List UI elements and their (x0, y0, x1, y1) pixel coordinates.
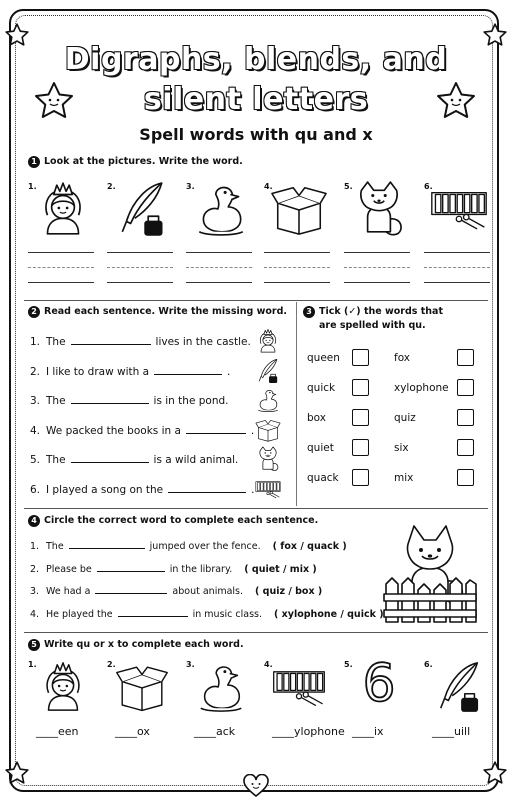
word-completion (194, 725, 235, 738)
sentence-end: . (251, 483, 255, 496)
sentence-row (30, 423, 254, 437)
sentence-row (30, 364, 230, 378)
section5-instruction: Write qu or x to complete each word. (44, 639, 244, 650)
tick-word: six (394, 442, 409, 454)
tick-box[interactable] (457, 379, 474, 396)
star-icon (482, 760, 508, 786)
answer-guide-line (424, 267, 490, 268)
section-number: 2 (28, 306, 40, 318)
answer-line[interactable] (264, 252, 330, 253)
sentence-number: 3. (30, 395, 41, 407)
answer-line (28, 282, 94, 283)
sentence-end: in the library. (169, 563, 233, 575)
fill-in-blank[interactable] (71, 452, 149, 463)
quill-icon (113, 180, 171, 238)
queen-icon (255, 328, 281, 354)
fill-in-blank[interactable] (71, 393, 149, 404)
word-choices[interactable]: ( quiz / box ) (255, 586, 323, 597)
fill-in-blank[interactable]: ____ (272, 725, 294, 738)
picture-number: 6. (424, 182, 433, 191)
answer-guide-line (264, 267, 330, 268)
section-divider (24, 632, 488, 633)
answer-guide-line (28, 267, 94, 268)
queen-icon (34, 180, 92, 238)
sentence-start: I played a song on the (46, 483, 164, 496)
section3-instruction-line2: are spelled with qu. (319, 320, 426, 331)
tick-box[interactable] (352, 439, 369, 456)
sentence-end: lives in the castle. (155, 336, 251, 348)
section2-heading (28, 306, 287, 318)
word-choices[interactable]: ( xylophone / quick ) (274, 608, 384, 620)
sentence-start: The (46, 395, 66, 407)
sentence-number: 5. (30, 454, 41, 466)
tick-word: queen (307, 352, 340, 364)
sentence-start: The (46, 454, 66, 466)
tick-box[interactable] (352, 409, 369, 426)
sentence-end: in music class. (192, 608, 262, 620)
picture-number: 2. (107, 660, 116, 669)
sentence-row (30, 482, 254, 496)
picture-number: 5. (344, 182, 353, 191)
fill-in-blank[interactable] (97, 562, 165, 572)
word-choices[interactable]: ( quiet / mix ) (244, 563, 317, 575)
word-ending: een (58, 725, 79, 738)
duck-icon (194, 660, 248, 714)
tick-word: quack (307, 472, 339, 484)
fill-in-blank[interactable]: ____ (194, 725, 216, 738)
sentence-end: is in the pond. (153, 395, 229, 407)
column-divider (296, 302, 297, 506)
fill-in-blank[interactable] (154, 364, 222, 375)
page-title-line2: silent letters (143, 82, 369, 117)
picture-number: 4. (264, 660, 273, 669)
answer-guide-line (186, 267, 252, 268)
sentence-number: 3. (30, 586, 40, 597)
fox-icon (255, 446, 281, 472)
sentence-row (30, 334, 251, 348)
xylophone-icon (272, 660, 326, 714)
word-ending: uill (454, 725, 471, 738)
sentence-start: He played the (46, 608, 113, 620)
sentence-end: jumped over the fence. (149, 541, 261, 552)
section3-heading (303, 306, 443, 331)
sentence-row (30, 452, 238, 466)
fill-in-blank[interactable]: ____ (432, 725, 454, 738)
tick-word: mix (394, 472, 414, 484)
section-number: 3 (303, 306, 315, 318)
box-icon (270, 180, 328, 238)
tick-word: box (307, 412, 326, 424)
word-completion (272, 725, 345, 738)
tick-box[interactable] (457, 439, 474, 456)
answer-line[interactable] (28, 252, 94, 253)
star-icon (4, 760, 30, 786)
tick-word: fox (394, 352, 411, 364)
fox-icon (350, 180, 408, 238)
section2-instruction: Read each sentence. Write the missing word. (44, 306, 288, 317)
sentence-number: 6. (30, 483, 41, 496)
fill-in-blank[interactable] (168, 482, 246, 493)
duck-icon (255, 387, 281, 413)
sentence-number: 2. (30, 365, 41, 378)
answer-line[interactable] (186, 252, 252, 253)
answer-line (424, 282, 490, 283)
word-completion (36, 725, 79, 738)
fill-in-blank[interactable] (69, 539, 145, 549)
sentence-number: 2. (30, 563, 40, 575)
section4-instruction: Circle the correct word to complete each sentence. (44, 515, 319, 526)
answer-line (344, 282, 410, 283)
page-title-line1: Digraphs, blends, and (64, 42, 448, 77)
picture-number: 6. (424, 660, 433, 669)
word-ending: ix (374, 725, 384, 738)
fill-in-blank[interactable] (186, 423, 246, 434)
sentence-number: 1. (30, 336, 41, 348)
picture-number: 1. (28, 660, 37, 669)
sentence-start: We packed the books in a (46, 424, 181, 437)
sentence-row (30, 393, 228, 407)
xylophone-icon (255, 476, 281, 502)
section1-instruction: Look at the pictures. Write the word. (44, 156, 243, 167)
tick-box[interactable] (457, 469, 474, 486)
sentence-row (30, 584, 322, 597)
section-number: 5 (28, 639, 40, 651)
word-ending: ack (216, 725, 236, 738)
tick-word: quick (307, 382, 336, 394)
section3-instruction-line1: Tick (✓) the words that (319, 306, 444, 317)
picture-number: 2. (107, 182, 116, 191)
picture-number: 4. (264, 182, 273, 191)
answer-line (107, 282, 173, 283)
fill-in-blank[interactable] (71, 334, 151, 345)
sentence-start: Please be (46, 563, 92, 575)
sentence-start: We had a (46, 586, 91, 597)
tick-word: quiet (307, 442, 334, 454)
tick-box[interactable] (457, 349, 474, 366)
sentence-start: I like to draw with a (46, 365, 150, 378)
section5-heading (28, 639, 244, 651)
quill-icon (255, 358, 281, 384)
box-icon (115, 660, 169, 714)
fill-in-blank[interactable]: ____ (352, 725, 374, 738)
answer-line[interactable] (107, 252, 173, 253)
sentence-start: The (46, 336, 66, 348)
page-subtitle: Spell words with qu and x (139, 125, 373, 144)
section-number: 1 (28, 156, 40, 168)
box-icon (255, 417, 281, 443)
tick-box[interactable] (352, 349, 369, 366)
picture-number: 3. (186, 182, 195, 191)
fill-in-blank[interactable]: ____ (36, 725, 58, 738)
xylophone-icon (430, 180, 488, 238)
word-completion (432, 725, 470, 738)
word-ending: ylophone (294, 725, 345, 738)
sentence-end: . (250, 424, 255, 437)
answer-line (186, 282, 252, 283)
tick-box[interactable] (352, 469, 369, 486)
sentence-end: is a wild animal. (153, 454, 239, 466)
section-number: 4 (28, 515, 40, 527)
picture-number: 3. (186, 660, 195, 669)
word-completion (115, 725, 150, 738)
word-ending: ox (137, 725, 150, 738)
tick-word: xylophone (394, 382, 449, 394)
six-icon: 6 (362, 654, 396, 714)
answer-line[interactable] (424, 252, 490, 253)
sentence-row (30, 607, 384, 620)
tick-box[interactable] (457, 409, 474, 426)
answer-line[interactable] (344, 252, 410, 253)
smiling-heart-icon (243, 774, 269, 798)
quill-icon (432, 660, 486, 714)
section4-heading (28, 515, 318, 527)
sentence-end: . (227, 365, 231, 378)
picture-number: 1. (28, 182, 37, 191)
word-choices[interactable]: ( fox / quack ) (272, 541, 347, 552)
sentence-number: 1. (30, 541, 40, 552)
sentence-start: The (46, 541, 64, 552)
sentence-row (30, 539, 347, 552)
answer-guide-line (107, 267, 173, 268)
section1-heading (28, 156, 243, 168)
tick-box[interactable] (352, 379, 369, 396)
answer-line (264, 282, 330, 283)
section-divider (24, 300, 488, 301)
tick-word: quiz (394, 412, 416, 424)
sentence-row (30, 562, 317, 575)
sentence-end: about animals. (172, 586, 244, 597)
sentence-number: 4. (30, 608, 40, 620)
fill-in-blank[interactable] (118, 607, 188, 617)
fill-in-blank[interactable] (95, 584, 167, 594)
section-divider (24, 508, 488, 509)
duck-icon (192, 180, 250, 238)
fox-on-fence-icon (382, 520, 478, 624)
queen-icon (36, 660, 90, 714)
answer-guide-line (344, 267, 410, 268)
fill-in-blank[interactable]: ____ (115, 725, 137, 738)
word-completion (352, 725, 384, 738)
picture-number: 5. (344, 660, 353, 669)
sentence-number: 4. (30, 424, 41, 437)
